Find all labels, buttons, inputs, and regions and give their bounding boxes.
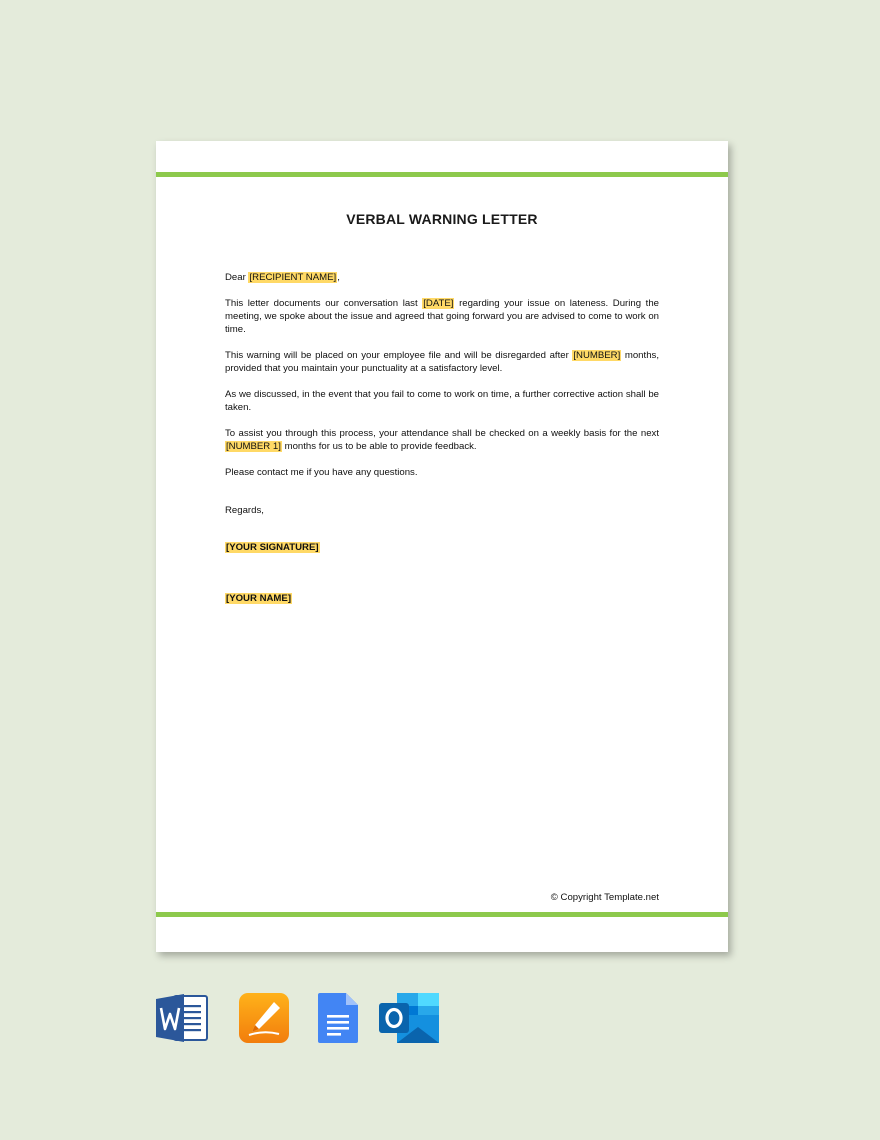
signature-line — [225, 541, 659, 554]
salutation: Dear [RECIPIENT NAME], — [225, 272, 340, 283]
google-docs-icon[interactable] — [318, 993, 372, 1043]
name-placeholder: [YOUR NAME] — [226, 593, 292, 604]
date-placeholder: [DATE] — [423, 298, 454, 309]
closing: Regards, — [225, 505, 264, 516]
pages-icon[interactable] — [239, 993, 293, 1043]
paragraph-2: This warning will be placed on your employee file and will be disregarded after [NUMBER] months, provided that you maintain your punctuality at a satisfactory level. — [225, 350, 659, 374]
document-page — [156, 141, 728, 952]
signature-placeholder: [YOUR SIGNATURE] — [226, 542, 319, 553]
paragraph-4: To assist you through this process, your attendance shall be checked on a weekly basis for the next [NUMBER 1] months for us to be able to provide feedback. — [225, 428, 659, 452]
paragraph-3: As we discussed, in the event that you fail to come to work on time, a further corrective action shall be taken. — [225, 389, 659, 413]
copyright-text: © Copyright Template.net — [550, 892, 659, 903]
paragraph-5: Please contact me if you have any questions. — [225, 467, 418, 478]
paragraph-1: This letter documents our conversation last [DATE] regarding your issue on lateness. During the meeting, we spoke about the issue and agreed that going forward you are advised to come to work on time. — [225, 298, 659, 335]
number1-placeholder: [NUMBER 1] — [226, 441, 281, 452]
recipient-placeholder: [RECIPIENT NAME] — [249, 272, 337, 283]
top-accent-bar — [156, 172, 728, 177]
outlook-icon[interactable] — [379, 993, 433, 1043]
word-icon[interactable] — [156, 993, 210, 1043]
bottom-accent-bar — [156, 912, 728, 917]
number-placeholder: [NUMBER] — [573, 350, 621, 361]
document-title: VERBAL WARNING LETTER — [346, 211, 538, 227]
name-line — [225, 592, 659, 605]
letter-body — [225, 271, 659, 605]
